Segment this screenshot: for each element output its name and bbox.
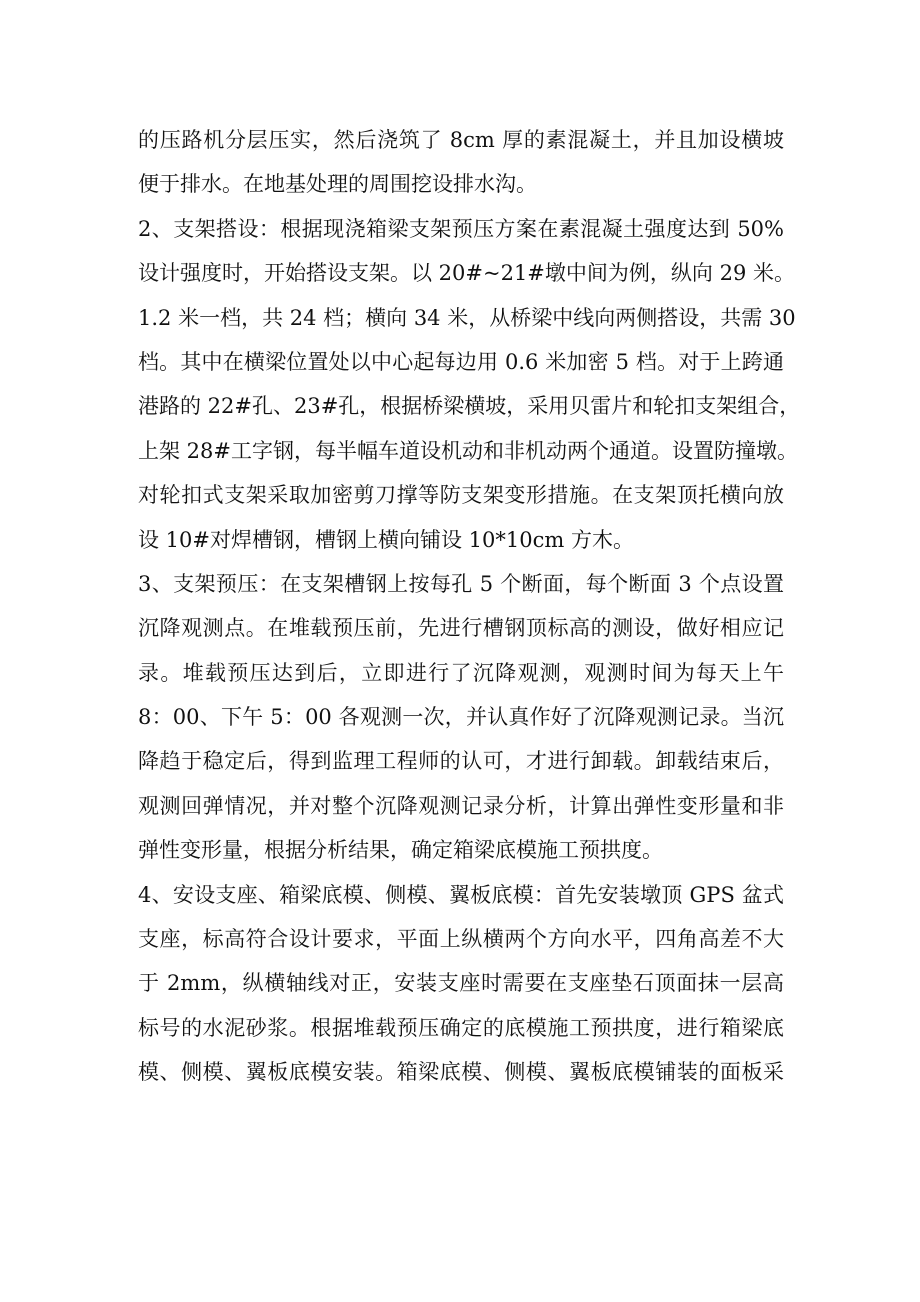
text-line: 上架 28#工字钢，每半幅车道设机动和非机动两个通道。设置防撞墩。 (138, 438, 798, 463)
text-line: 设计强度时，开始搭设支架。以 20#~21#墩中间为例，纵向 29 米。 (138, 261, 795, 286)
text-line: 的压路机分层压实，然后浇筑了 8cm 厚的素混凝土，并且加设横坡 (138, 128, 784, 152)
text-line: 沉降观测点。在堆载预压前，先进行槽钢顶标高的测设，做好相应记 (138, 616, 784, 641)
text-line: 标号的水泥砂浆。根据堆载预压确定的底模施工预拱度，进行箱梁底 (138, 1015, 784, 1040)
text-line: 3、支架预压：在支架槽钢上按每孔 5 个断面，每个断面 3 个点设置 (138, 571, 784, 596)
paragraph-bearing-formwork (138, 873, 784, 1095)
text-line: 便于排水。在地基处理的周围挖设排水沟。 (138, 172, 537, 197)
text-line: 对轮扣式支架采取加密剪刀撑等防支架变形措施。在支架顶托横向放 (138, 483, 784, 508)
text-line: 档。其中在横梁位置处以中心起每边用 0.6 米加密 5 档。对于上跨通 (138, 349, 784, 374)
document-body (138, 118, 801, 1095)
text-line: 弹性变形量，根据分析结果，确定箱梁底模施工预拱度。 (138, 838, 663, 863)
text-line: 4、安设支座、箱梁底模、侧模、翼板底模：首先安装墩顶 GPS 盆式 (138, 882, 784, 907)
paragraph-ground-treatment (138, 118, 784, 207)
text-line: 模、侧模、翼板底模安装。箱梁底模、侧模、翼板底模铺装的面板采 (138, 1060, 784, 1085)
text-line: 设 10#对焊槽钢，槽钢上横向铺设 10*10cm 方木。 (138, 527, 634, 552)
text-line: 支座，标高符合设计要求，平面上纵横两个方向水平，四角高差不大 (138, 927, 784, 952)
text-line: 录。堆载预压达到后，立即进行了沉降观测，观测时间为每天上午 (138, 660, 784, 685)
paragraph-support-erection (138, 207, 801, 562)
text-line: 港路的 22#孔、23#孔，根据桥梁横坡，采用贝雷片和轮扣支架组合， (138, 394, 801, 419)
text-line: 于 2mm，纵横轴线对正，安装支座时需要在支座垫石顶面抹一层高 (138, 971, 784, 996)
paragraph-support-preloading (138, 562, 784, 873)
text-line: 观测回弹情况，并对整个沉降观测记录分析，计算出弹性变形量和非 (138, 793, 784, 818)
text-line: 2、支架搭设：根据现浇箱梁支架预压方案在素混凝土强度达到 50% (138, 216, 784, 241)
text-line: 降趋于稳定后，得到监理工程师的认可，才进行卸载。卸载结束后， (138, 749, 784, 774)
text-line: 8：00、下午 5：00 各观测一次，并认真作好了沉降观测记录。当沉 (138, 705, 784, 730)
text-line: 1.2 米一档，共 24 档；横向 34 米，从桥梁中线向两侧搭设，共需 30 (138, 305, 796, 330)
